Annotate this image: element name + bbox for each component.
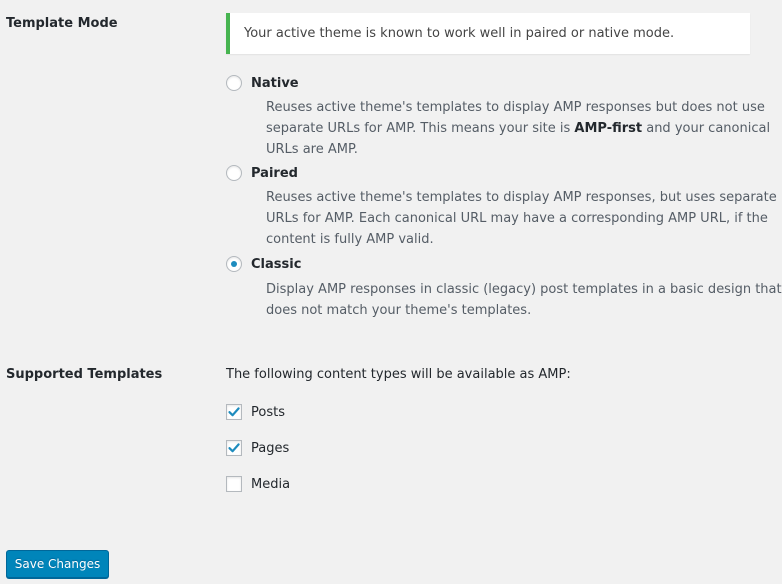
- native-description: Reuses active theme's templates to display AMP responses but does not use separate URLs for AMP. This means your site is AMP-first and your canonical URLs are AMP.: [266, 100, 771, 157]
- native-radio[interactable]: [226, 75, 242, 91]
- posts-label: Posts: [251, 404, 285, 420]
- native-mode-option[interactable]: [226, 73, 299, 93]
- media-option[interactable]: [226, 475, 290, 493]
- save-changes-button[interactable]: Save Changes: [6, 550, 109, 578]
- media-checkbox[interactable]: [226, 476, 242, 492]
- classic-description: Display AMP responses in classic (legacy) post templates in a basic design that does not match your theme's templates.: [266, 282, 782, 318]
- checkmark-icon: [227, 441, 241, 455]
- theme-support-notice: [226, 13, 750, 54]
- native-label: Native: [251, 75, 299, 91]
- notice-text: Your active theme is known to work well in paired or native mode.: [244, 26, 675, 41]
- supported-templates-intro: The following content types will be available as AMP:: [226, 367, 571, 382]
- supported-templates-label: Supported Templates: [6, 367, 163, 382]
- pages-label: Pages: [251, 440, 290, 456]
- paired-description: Reuses active theme's templates to display AMP responses, but uses separate URLs for AMP. Each canonical URL may have a corresponding AMP URL, if the content is fully AMP valid.: [266, 190, 777, 247]
- paired-radio[interactable]: [226, 165, 242, 181]
- template-mode-label: Template Mode: [6, 16, 118, 31]
- paired-mode-option[interactable]: [226, 163, 298, 183]
- posts-checkbox[interactable]: [226, 404, 242, 420]
- classic-mode-option[interactable]: [226, 254, 301, 274]
- posts-option[interactable]: [226, 403, 285, 421]
- pages-option[interactable]: [226, 439, 289, 457]
- media-label: Media: [251, 476, 291, 492]
- pages-checkbox[interactable]: [226, 440, 242, 456]
- checkmark-icon: [227, 405, 241, 419]
- classic-label: Classic: [251, 256, 302, 272]
- paired-label: Paired: [251, 165, 298, 181]
- classic-radio[interactable]: [226, 256, 242, 272]
